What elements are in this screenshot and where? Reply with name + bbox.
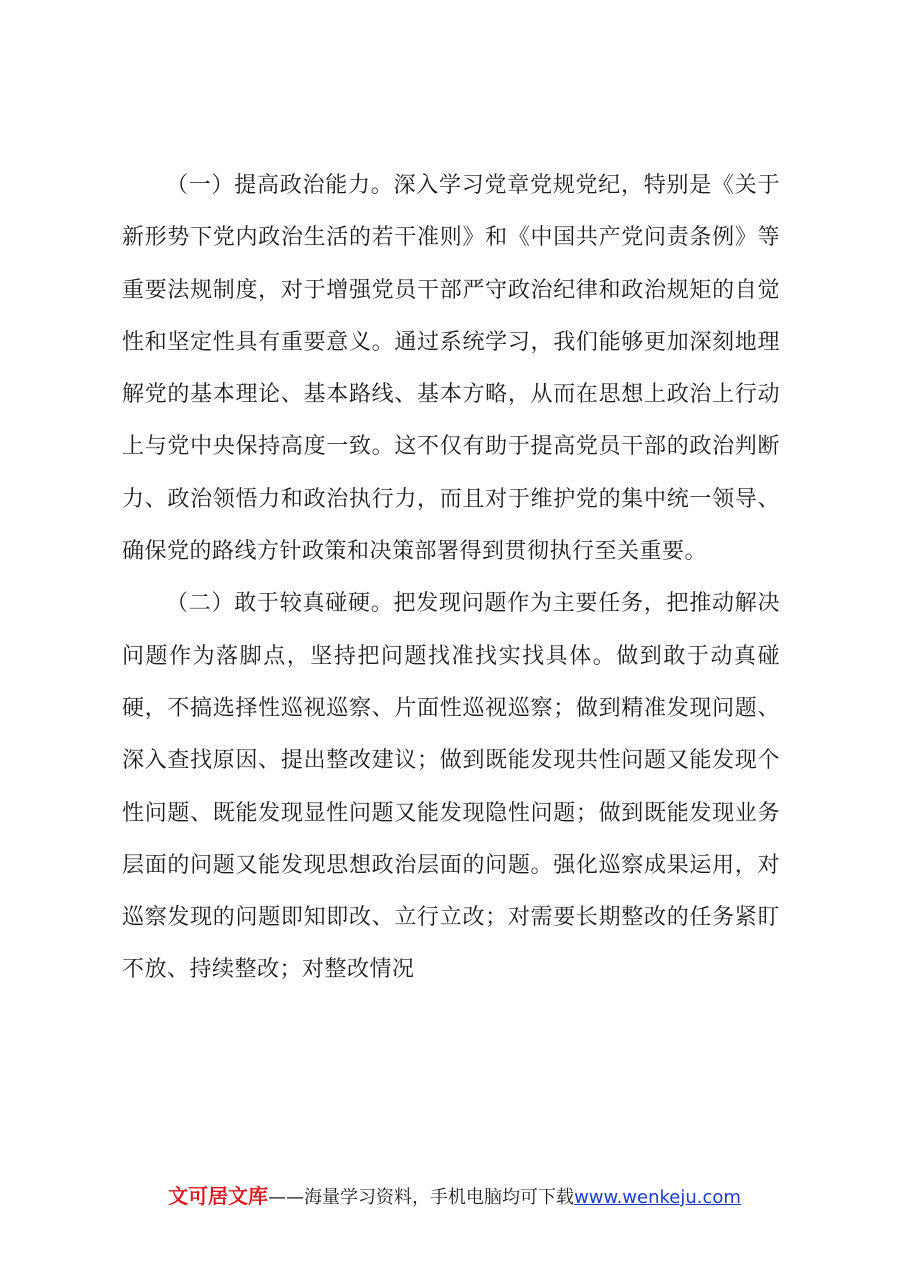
document-body — [122, 160, 780, 997]
footer-brand: 文可居文库 — [168, 1184, 269, 1208]
footer-banner — [0, 1180, 909, 1214]
paragraph-tough-stance: （二）敢于较真碰硬。把发现问题作为主要任务，把推动解决问题作为落脚点，坚持把问题找准找实找具体。做到敢于动真碰硬，不搞选择性巡视巡察、片面性巡视巡察；做到精准发现问题、深入查找原因、提出整改建议；做到既能发现共性问题又能发现个性问题、既能发现显性问题又能发现隐性问题；做到既能发现业务层面的问题又能发现思想政治层面的问题。强化巡察成果运用，对巡察发现的问题即知即改、立行立改；对需要长期整改的任务紧盯不放、持续整改；对整改情况 — [122, 591, 780, 983]
paragraph-political-ability: （一）提高政治能力。深入学习党章党规党纪，特别是《关于新形势下党内政治生活的若干准则》和《中国共产党问责条例》等重要法规制度，对于增强党员干部严守政治纪律和政治规矩的自觉性和坚定性具有重要意义。通过系统学习，我们能够更加深刻地理解党的基本理论、基本路线、基本方略，从而在思想上政治上行动上与党中央保持高度一致。这不仅有助于提高党员干部的政治判断力、政治领悟力和政治执行力，而且对于维护党的集中统一领导、确保党的路线方针政策和决策部署得到贯彻执行至关重要。 — [122, 173, 780, 565]
footer-tagline: ——海量学习资料，手机电脑均可下载 — [268, 1187, 575, 1208]
footer-site-link[interactable]: www.wenkeju.com — [574, 1187, 741, 1208]
